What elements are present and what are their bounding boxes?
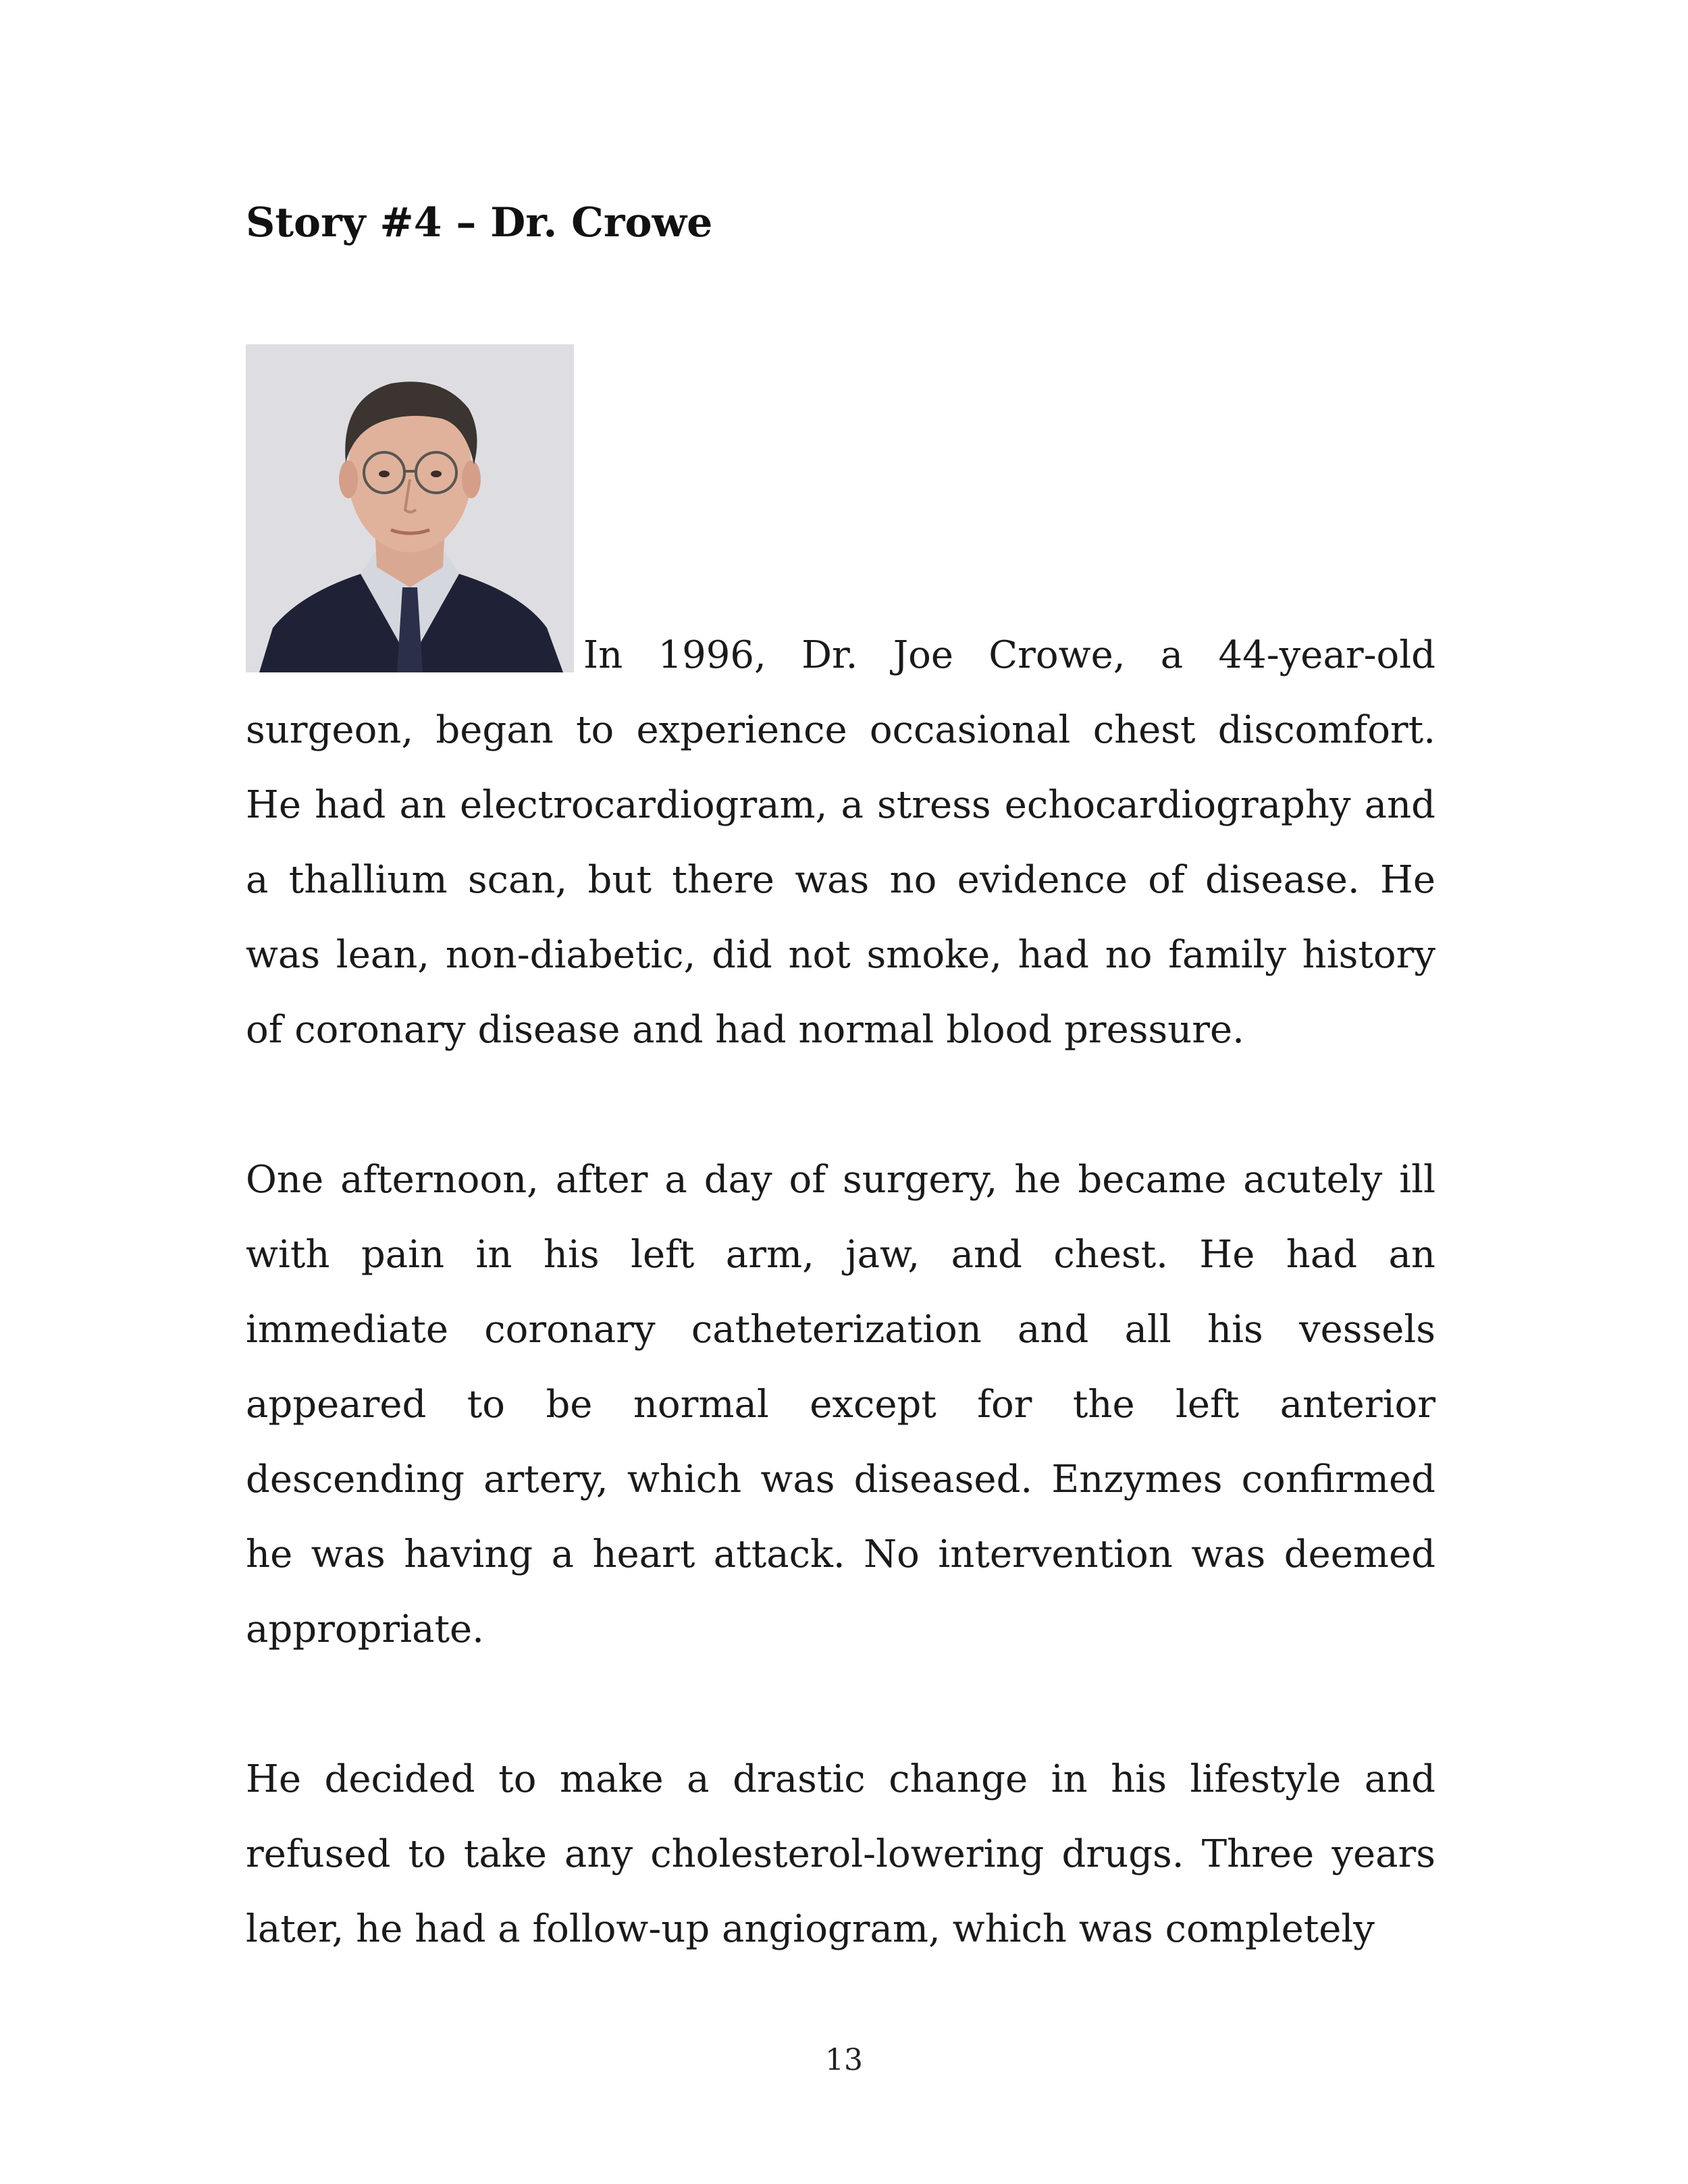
portrait-photo-icon [246,344,574,672]
document-body [246,344,1435,1967]
paragraph-2: One afternoon, after a day of surgery, he became acutely ill with pain in his left arm, jaw, and chest. He had an immediate coronary catheterization and all his vessels appeared to be normal except for the left anterior descending artery, which was diseased. Enzymes confirmed he was having a heart attack. No intervention was deemed appropriate. [246,1158,1435,1651]
paragraph-3: He decided to make a drastic change in his lifestyle and refused to take any cholesterol-lowering drugs. Three years later, he had a follow-up angiogram, which was completely [246,1757,1435,1951]
paragraph-1-text: In 1996, Dr. Joe Crowe, a 44-year-old surgeon, began to experience occasional chest discomfort. He had an electrocardiogram, a stress echocardiography and a thallium scan, but there was no evidence of disease. He was lean, non-diabetic, did not smoke, had no family history of coronary disease and had normal blood pressure. [246,633,1435,1052]
page-title: Story #4 – Dr. Crowe [246,199,713,246]
paragraph-1 [246,344,1435,1067]
page-number: 13 [825,2043,863,2077]
